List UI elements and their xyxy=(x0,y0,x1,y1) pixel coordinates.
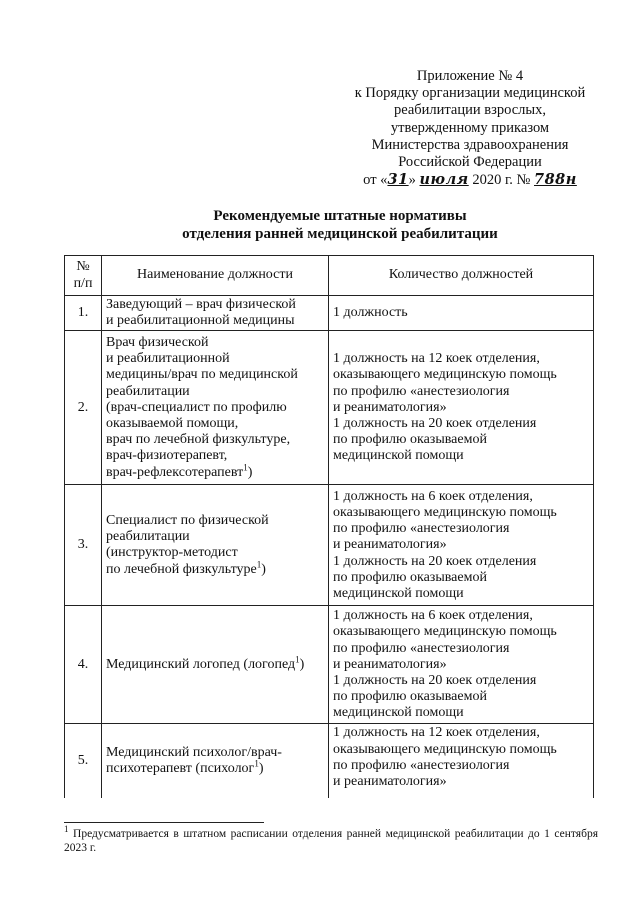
appendix-line: Российской Федерации xyxy=(398,154,542,171)
row-number: 4. xyxy=(65,606,102,724)
appendix-line: реабилитации взрослых, xyxy=(393,102,546,119)
document-title xyxy=(150,207,530,243)
row-quantity: 1 должность на 6 коек отделения, оказывающего медицинскую помощь по профилю «анестезиология и реаниматология» 1 должность на 20 коек отделения по профилю оказываемой медицинской помощи xyxy=(329,485,594,606)
footnote-divider xyxy=(64,822,264,823)
row-position xyxy=(102,606,329,724)
position-text: Специалист по физической реабилитации (инструктор-методист по лечебной физкультуре xyxy=(106,513,269,577)
row-number: 5. xyxy=(65,724,102,798)
handwritten-order-number: 788н xyxy=(534,171,577,189)
position-text: Врач физической и реабилитационной медицины/врач по медицинской реабилитации (врач-специалист по профилю оказываемой помощи, врач по лечебной физкультуре, врач-физиотерапевт, врач-рефлексотерапевт xyxy=(106,334,298,480)
footnote-marker: 1 xyxy=(64,824,69,835)
date-mid: » xyxy=(408,172,420,189)
table-row xyxy=(65,724,594,798)
date-prefix: от « xyxy=(363,172,388,189)
appendix-line: утвержденному приказом xyxy=(390,119,550,136)
position-text: Медицинский логопед (логопед xyxy=(106,656,296,672)
table-row xyxy=(65,485,594,606)
footnote-text: Предусматривается в штатном расписании отделения ранней медицинской реабилитации до 1 сентября 2023 г. xyxy=(64,828,598,854)
row-number: 3. xyxy=(65,485,102,606)
row-quantity: 1 должность на 12 коек отделения, оказывающего медицинскую помощь по профилю «анестезиология и реаниматология» xyxy=(329,724,594,798)
appendix-line: к Порядку организации медицинской xyxy=(354,85,586,102)
row-position xyxy=(102,331,329,485)
header-num: № п/п xyxy=(65,256,102,296)
date-year: 2020 г. № xyxy=(468,172,534,189)
title-line-2: отделения ранней медицинской реабилитации xyxy=(182,226,498,242)
row-quantity: 1 должность на 12 коек отделения, оказывающего медицинскую помощь по профилю «анестезиология и реаниматология» 1 должность на 20 коек отделения по профилю оказываемой медицинской помощи xyxy=(329,331,594,485)
row-position xyxy=(102,485,329,606)
table-row xyxy=(65,331,594,485)
staffing-table xyxy=(64,255,594,798)
appendix-number: Приложение № 4 xyxy=(416,68,524,84)
footnote-ref-close: ) xyxy=(261,561,266,577)
handwritten-month: июля xyxy=(419,171,469,189)
header-position: Наименование должности xyxy=(102,256,329,296)
position-text: Медицинский психолог/врач- психотерапевт (психолог xyxy=(106,744,282,777)
row-number: 1. xyxy=(65,296,102,331)
footnote-ref-close: ) xyxy=(299,656,305,672)
table-row xyxy=(65,606,594,724)
table-row xyxy=(65,296,594,331)
table-header-row xyxy=(65,256,594,296)
order-date-line xyxy=(330,171,610,189)
footnote-ref: 1 xyxy=(254,758,259,769)
row-quantity: 1 должность на 6 коек отделения, оказывающего медицинскую помощь по профилю «анестезиология и реаниматология» 1 должность на 20 коек отделения по профилю оказываемой медицинской помощи xyxy=(329,606,594,724)
title-line-1: Рекомендуемые штатные нормативы xyxy=(213,208,467,224)
handwritten-day: 31 xyxy=(387,171,409,189)
footnote-ref: 1 xyxy=(256,558,262,569)
row-number: 2. xyxy=(65,331,102,485)
footnote-ref: 1 xyxy=(243,461,248,472)
footnote-ref: 1 xyxy=(295,654,300,665)
row-quantity: 1 должность xyxy=(329,296,594,331)
footnote xyxy=(64,824,598,855)
footnote-ref-close: ) xyxy=(258,761,264,777)
row-position xyxy=(102,724,329,798)
header-quantity: Количество должностей xyxy=(329,256,594,296)
appendix-header xyxy=(330,68,610,189)
appendix-line: Министерства здравоохранения xyxy=(371,136,569,153)
footnote-ref-close: ) xyxy=(247,464,253,480)
row-position: Заведующий – врач физической и реабилитационной медицины xyxy=(102,296,329,331)
